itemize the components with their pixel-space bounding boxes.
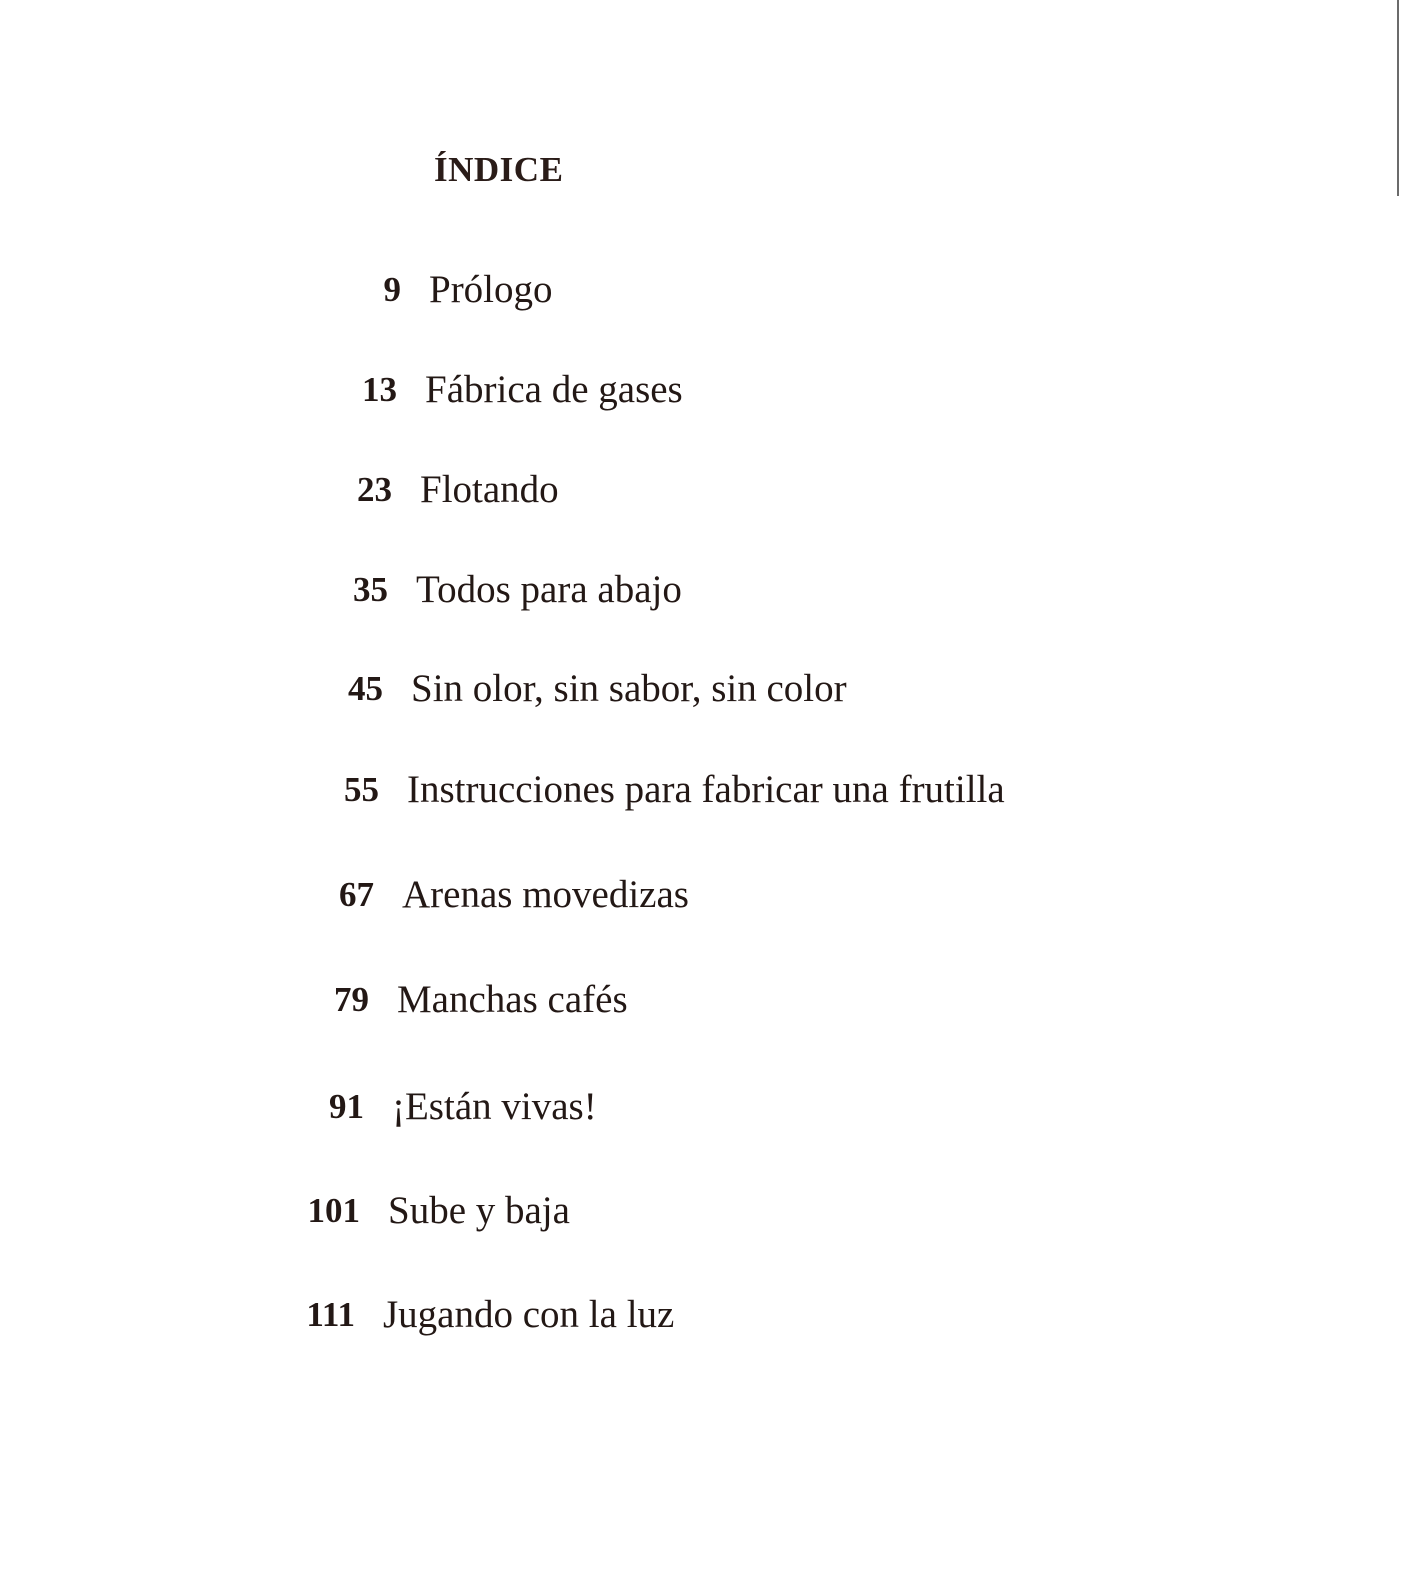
toc-page-number: 101 — [307, 1191, 360, 1230]
toc-page-number: 35 — [353, 570, 388, 609]
toc-chapter-title: Sube y baja — [388, 1189, 570, 1232]
page-title: ÍNDICE — [434, 150, 564, 189]
toc-chapter-title: Jugando con la luz — [383, 1293, 675, 1336]
toc-page-number: 45 — [348, 669, 383, 708]
toc-chapter-title: Flotando — [420, 468, 559, 511]
toc-page-number: 55 — [344, 770, 379, 809]
page-edge-line — [1397, 0, 1399, 196]
toc-page-number: 111 — [306, 1295, 355, 1334]
toc-chapter-title: Fábrica de gases — [425, 368, 683, 411]
toc-chapter-title: ¡Están vivas! — [392, 1085, 597, 1128]
toc-chapter-title: Arenas movedizas — [402, 873, 689, 916]
toc-page-number: 23 — [357, 470, 392, 509]
toc-page-number: 13 — [362, 370, 397, 409]
toc-chapter-title: Prólogo — [429, 268, 553, 311]
toc-page-number: 91 — [329, 1087, 364, 1126]
toc-chapter-title: Todos para abajo — [416, 568, 682, 611]
toc-chapter-title: Sin olor, sin sabor, sin color — [411, 667, 847, 710]
toc-chapter-title: Manchas cafés — [397, 978, 628, 1021]
toc-page-number: 79 — [334, 980, 369, 1019]
toc-page-number: 67 — [339, 875, 374, 914]
toc-chapter-title: Instrucciones para fabricar una frutilla — [407, 768, 1005, 811]
toc-page-number: 9 — [383, 270, 401, 309]
